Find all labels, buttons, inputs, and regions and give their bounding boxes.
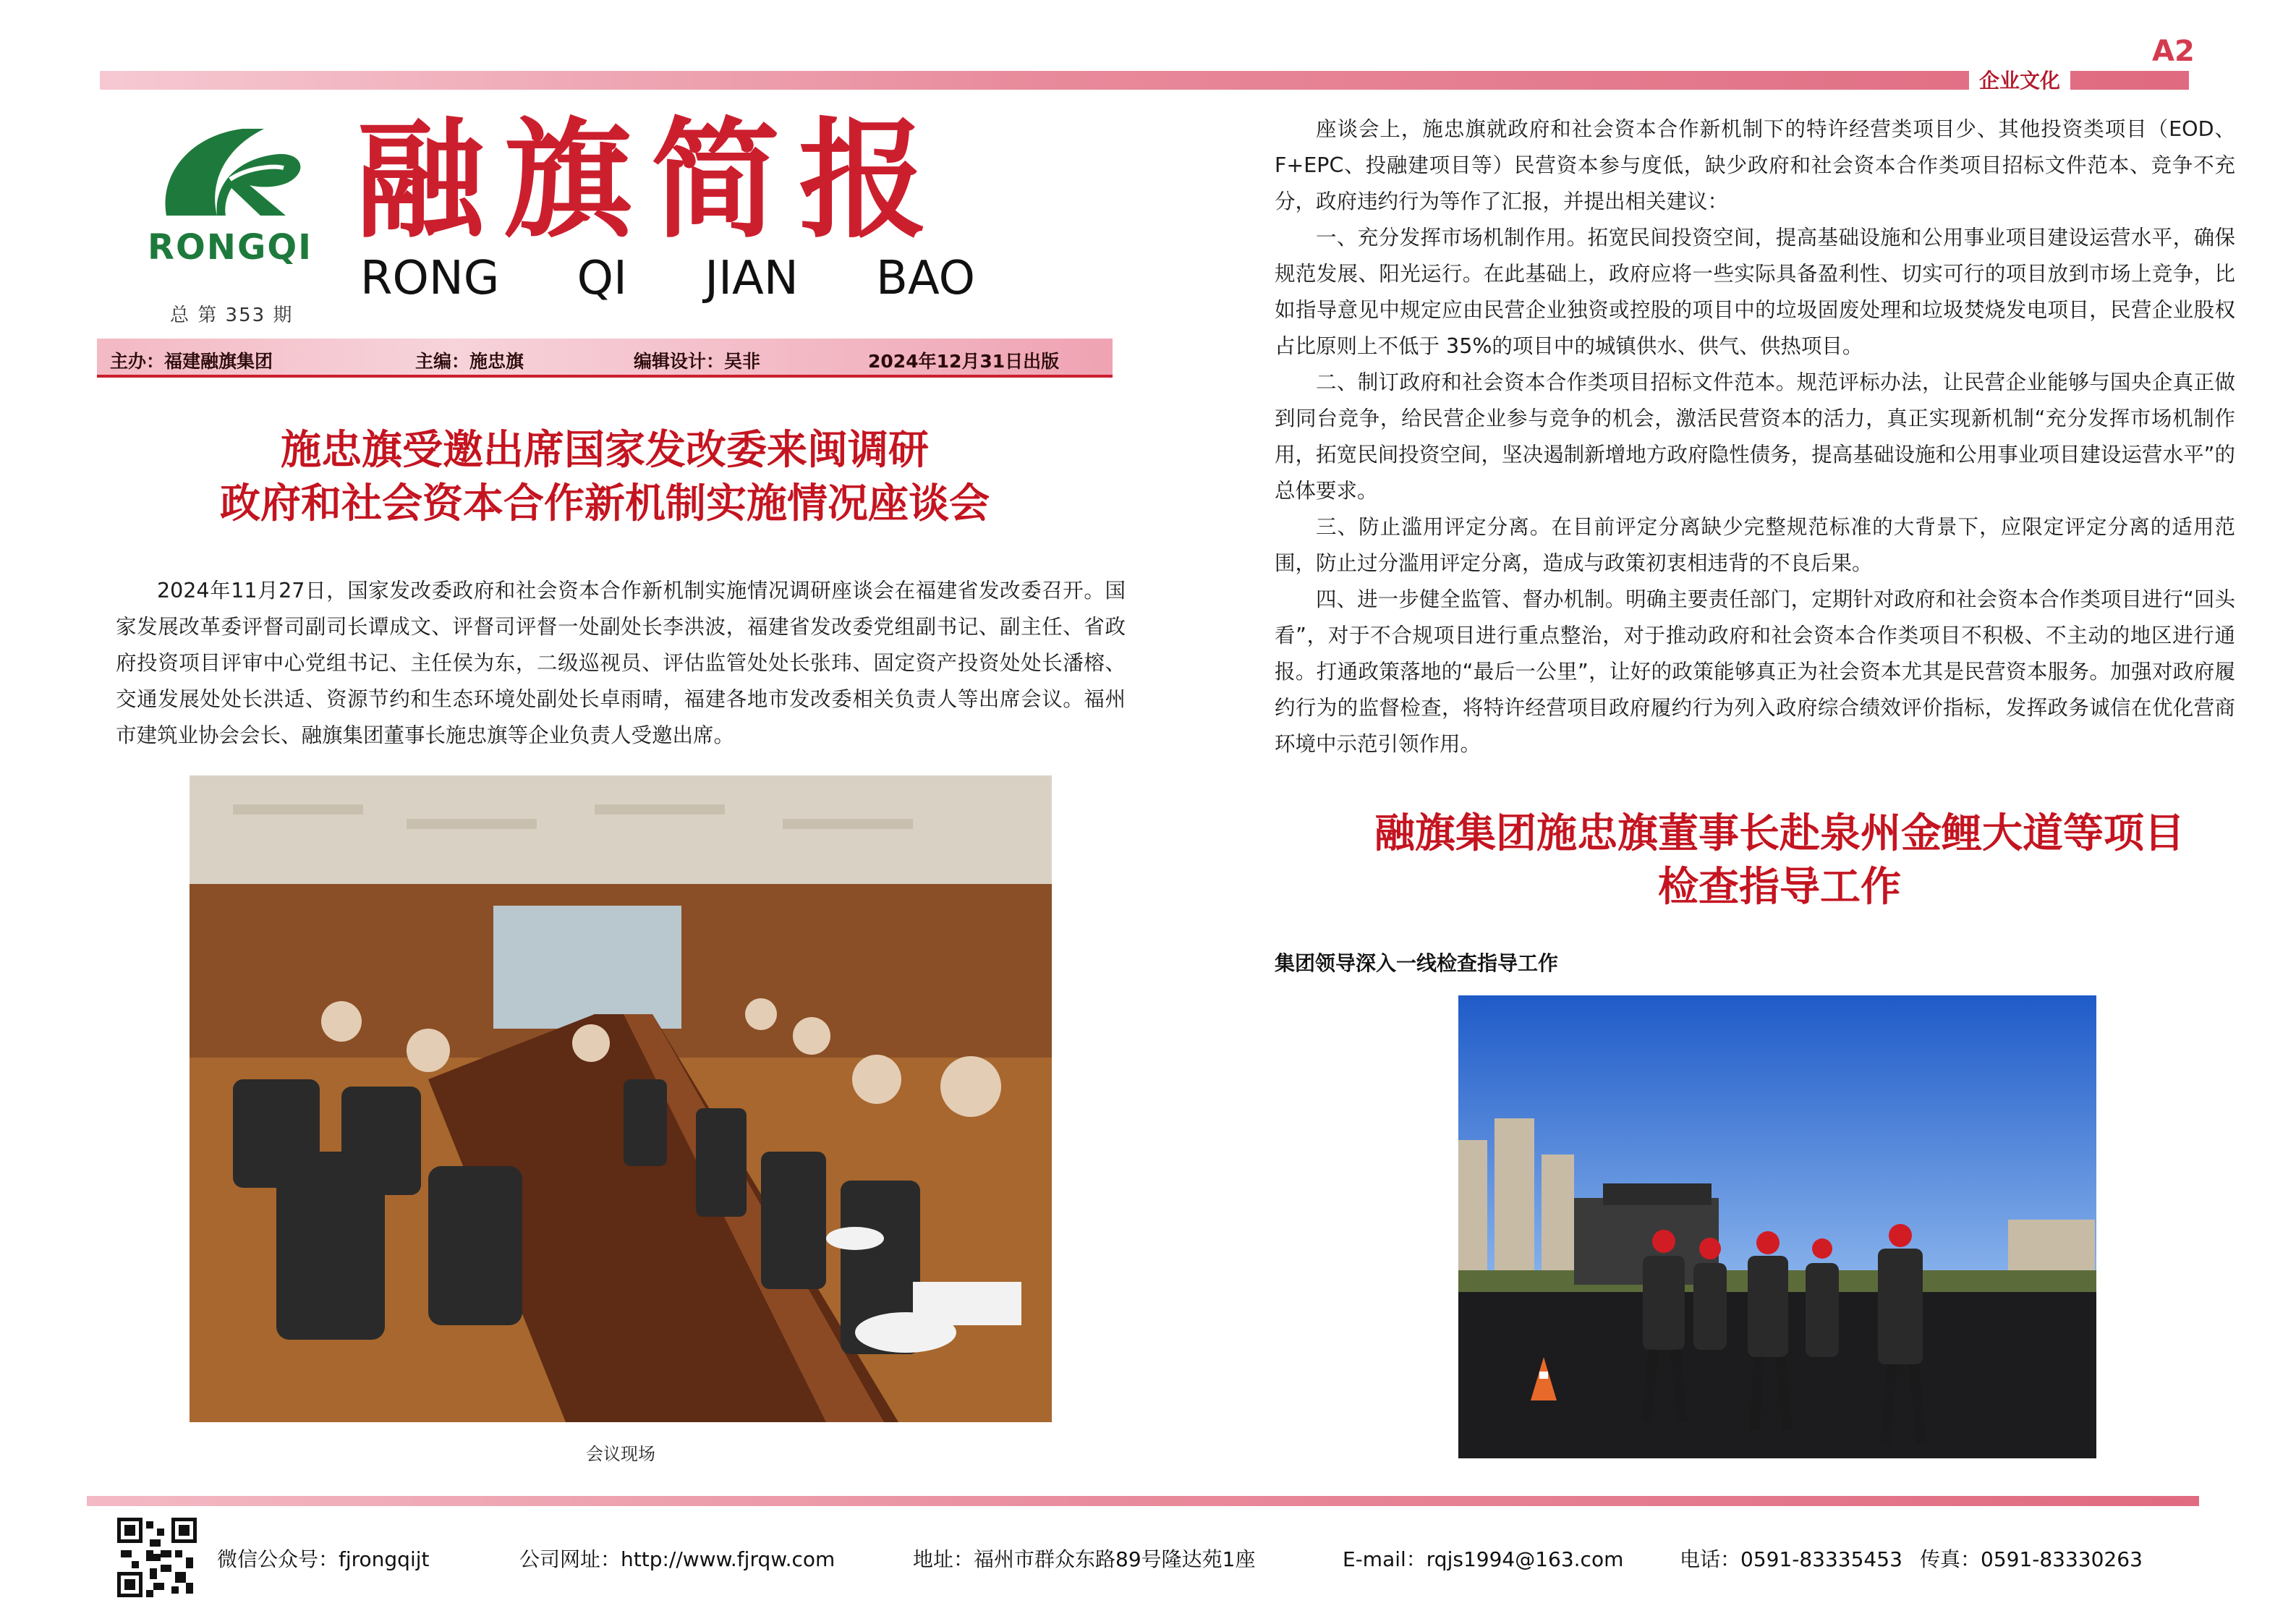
publication-info-bar [97, 339, 1113, 378]
top-decorative-band [100, 71, 2189, 90]
footer-email: E-mail：rqjs1994@163.com [1343, 1547, 1624, 1571]
company-logo [145, 107, 315, 273]
footer-phone: 电话：0591-83335453 [1680, 1547, 1902, 1571]
publish-date: 2024年12月31日出版 [868, 351, 1060, 372]
designer-label: 编辑设计：吴非 [634, 351, 761, 372]
headline-line: 融旗集团施忠旗董事长赴泉州金鲤大道等项目 [1374, 810, 2185, 857]
pinyin-word: BAO [876, 252, 975, 305]
editor-label: 主编：施忠旗 [415, 351, 524, 372]
article2-subhead: 集团领导深入一线检查指导工作 [1275, 951, 1559, 975]
pinyin-title [360, 252, 975, 305]
pinyin-word: QI [577, 252, 627, 305]
article1-body [116, 573, 1126, 754]
headline-line: 政府和社会资本合作新机制实施情况座谈会 [220, 480, 990, 527]
headline-line: 检查指导工作 [1658, 864, 1901, 911]
footer-address: 地址：福州市群众东路89号隆达苑1座 [913, 1547, 1256, 1571]
headline-line: 施忠旗受邀出席国家发改委来闽调研 [281, 427, 929, 474]
footer-website: 公司网址：http://www.fjrqw.com [519, 1547, 836, 1571]
footer-wechat: 微信公众号：fjrongqijt [217, 1547, 430, 1571]
article-paragraph: 一、充分发挥市场机制作用。拓宽民间投资空间，提高基础设施和公用事业项目建设运营水平，确保规范发展、阳光运行。在此基础上，政府应将一些实际具备盈利性、切实可行的项目放到市场上竞争，比如指导意见中规定应由民营企业独资或控股的项目中的垃圾固废处理和垃圾焚烧发电项目，民营企业股权占比原则上不低于 35%的项目中的城镇供水、供气、供热项目。 [1275, 226, 2235, 358]
section-label: 企业文化 [1969, 65, 2070, 94]
bottom-decorative-band [87, 1496, 2199, 1506]
article-paragraph: 座谈会上，施忠旗就政府和社会资本合作新机制下的特许经营类项目少、其他投资类项目（EOD、F+EPC、投融建项目等）民营资本参与度低，缺少政府和社会资本合作类项目招标文件范本、竞争不充分，政府违约行为等作了汇报，并提出相关建议： [1275, 117, 2235, 213]
newspaper-title: 融旗简报 [356, 104, 946, 255]
article-paragraph: 四、进一步健全监管、督办机制。明确主要责任部门，定期针对政府和社会资本合作类项目进行“回头看”，对于不合规项目进行重点整治，对于推动政府和社会资本合作类项目不积极、不主动的地区进行通报。打通政策落地的“最后一公里”，让好的政策能够真正为社会资本尤其是民营资本服务。加强对政府履约行为的监督检查，将特许经营项目政府履约行为列入政府综合绩效评价指标，发挥政务诚信在优化营商环境中示范引领作用。 [1275, 587, 2235, 756]
article-paragraph: 三、防止滥用评定分离。在目前评定分离缺少完整规范标准的大背景下，应限定评定分离的适用范围，防止过分滥用评定分离，造成与政策初衷相违背的不良后果。 [1275, 515, 2235, 575]
page-number: A2 [2152, 35, 2195, 68]
meeting-photo [190, 775, 1052, 1422]
logo-wordmark: RONGQI [148, 227, 312, 268]
site-inspection-photo [1458, 995, 2096, 1458]
article2-headline [1273, 807, 2286, 914]
article1-headline [97, 424, 1113, 531]
article-paragraph: 2024年11月27日，国家发改委政府和社会资本合作新机制实施情况调研座谈会在福建省发改委召开。国家发展改革委评督司副司长谭成文、评督司评督一处副处长李洪波，福建省发改委党组副书记、副主任、省政府投资项目评审中心党组书记、主任侯为东，二级巡视员、评估监管处处长张玮、固定资产投资处处长潘榕、交通发展处处长洪适、资源节约和生态环境处副处长卓雨晴，福建各地市发改委相关负责人等出席会议。福州市建筑业协会会长、融旗集团董事长施忠旗等企业负责人受邀出席。 [116, 579, 1126, 747]
article-paragraph: 二、制订政府和社会资本合作类项目招标文件范本。规范评标办法，让民营企业能够与国央企真正做到同台竞争，给民营企业参与竞争的机会，激活民营资本的活力，真正实现新机制“充分发挥市场机制作用，拓宽民间投资空间，坚决遏制新增地方政府隐性债务，提高基础设施和公用事业项目建设运营水平”的总体要求。 [1275, 370, 2235, 503]
footer-fax: 传真：0591-83330263 [1920, 1547, 2143, 1571]
article1-continued-body [1275, 111, 2235, 762]
photo-caption: 会议现场 [586, 1444, 655, 1464]
sponsor-label: 主办：福建融旗集团 [110, 351, 273, 372]
issue-number: 总 第 353 期 [170, 305, 294, 326]
pinyin-word: JIAN [705, 252, 799, 305]
pinyin-word: RONG [360, 252, 500, 305]
wechat-qr-code [117, 1518, 197, 1597]
